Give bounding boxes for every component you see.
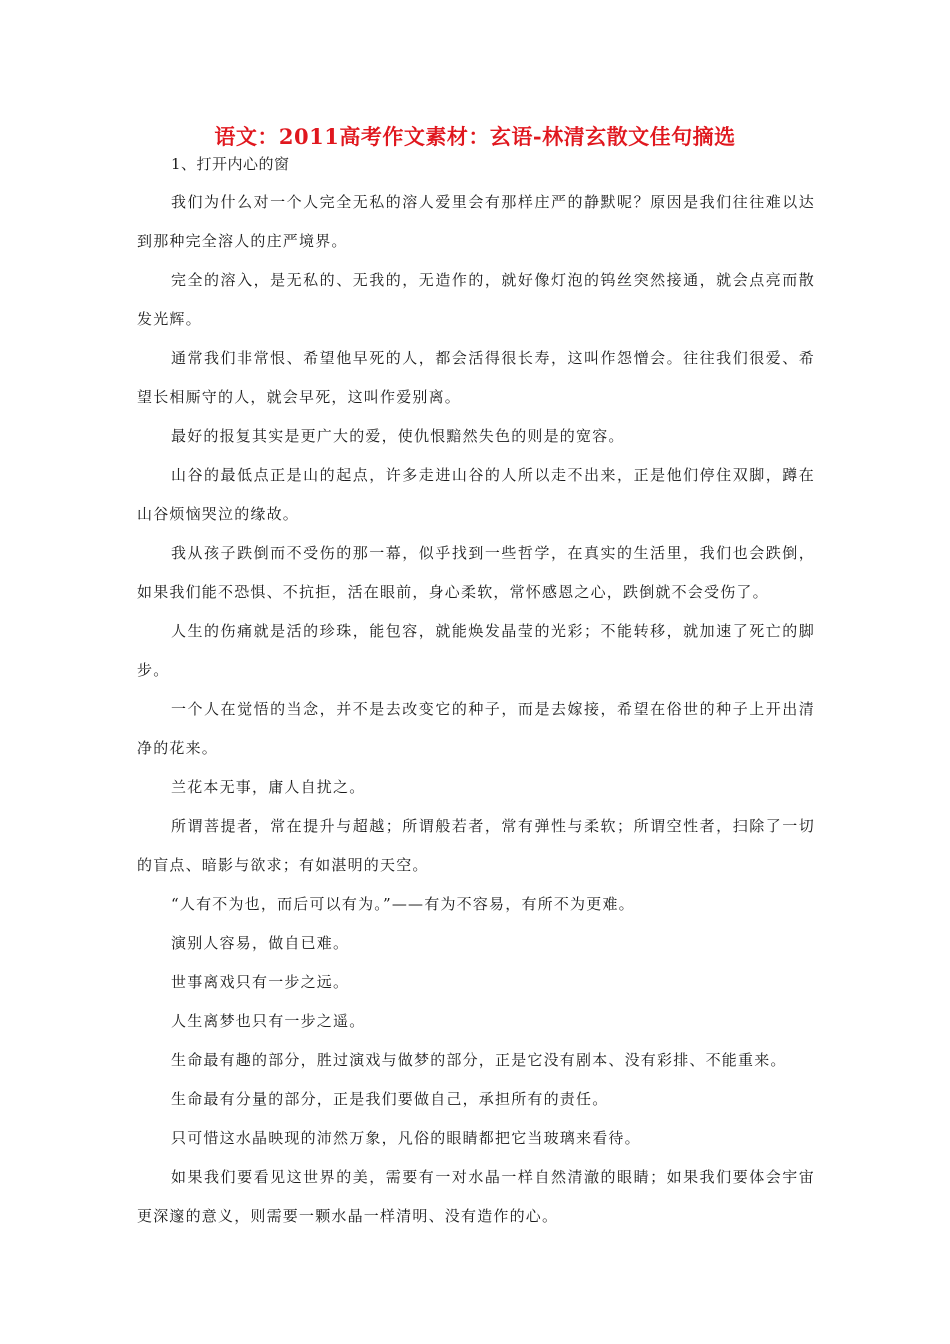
paragraph: 一个人在觉悟的当念，并不是去改变它的种子，而是去嫁接，希望在俗世的种子上开出清净的花来。: [137, 700, 815, 757]
paragraph: 所谓菩提者，常在提升与超越；所谓般若者，常有弹性与柔软；所谓空性者，扫除了一切的盲点、暗影与欲求；有如湛明的天空。: [137, 817, 815, 874]
document-body: [137, 151, 815, 1236]
paragraph: 我从孩子跌倒而不受伤的那一幕，似乎找到一些哲学，在真实的生活里，我们也会跌倒，如果我们能不恐惧、不抗拒，活在眼前，身心柔软，常怀感恩之心，跌倒就不会受伤了。: [137, 544, 815, 601]
paragraph: 如果我们要看见这世界的美，需要有一对水晶一样自然清澈的眼睛；如果我们要体会宇宙更深邃的意义，则需要一颗水晶一样清明、没有造作的心。: [137, 1168, 815, 1225]
paragraph: 演别人容易，做自已难。: [171, 934, 350, 952]
section-heading: 1、打开内心的窗: [171, 155, 290, 173]
paragraph: 我们为什么对一个人完全无私的溶人爱里会有那样庄严的静默呢？原因是我们往往难以达到那种完全溶人的庄严境界。: [137, 193, 815, 250]
paragraph: 山谷的最低点正是山的起点，许多走进山谷的人所以走不出来，正是他们停住双脚，蹲在山谷烦恼哭泣的缘故。: [137, 466, 815, 523]
document-title: 语文：2011高考作文素材：玄语-林清玄散文佳句摘选: [214, 124, 736, 149]
paragraph: 最好的报复其实是更广大的爱，使仇恨黯然失色的则是的宽容。: [171, 427, 625, 445]
paragraph: 完全的溶入，是无私的、无我的，无造作的，就好像灯泡的钨丝突然接通，就会点亮而散发光辉。: [137, 271, 815, 328]
paragraph: “人有不为也，而后可以有为。”——有为不容易，有所不为更难。: [171, 895, 635, 913]
paragraph: 世事离戏只有一步之远。: [171, 973, 350, 991]
paragraph: 人生的伤痛就是活的珍珠，能包容，就能焕发晶莹的光彩；不能转移，就加速了死亡的脚步。: [137, 622, 815, 679]
paragraph: 生命最有趣的部分，胜过演戏与做梦的部分，正是它没有剧本、没有彩排、不能重来。: [171, 1051, 787, 1069]
paragraph: 通常我们非常恨、希望他早死的人，都会活得很长寿，这叫作怨憎会。往往我们很爱、希望长相厮守的人，就会早死，这叫作爱别离。: [137, 349, 815, 406]
paragraph: 人生离梦也只有一步之遥。: [171, 1012, 366, 1030]
paragraph: 兰花本无事，庸人自扰之。: [171, 778, 366, 796]
paragraph: 生命最有分量的部分，正是我们要做自己，承担所有的责任。: [171, 1090, 609, 1108]
paragraph: 只可惜这水晶映现的沛然万象，凡俗的眼睛都把它当玻璃来看待。: [171, 1129, 641, 1147]
